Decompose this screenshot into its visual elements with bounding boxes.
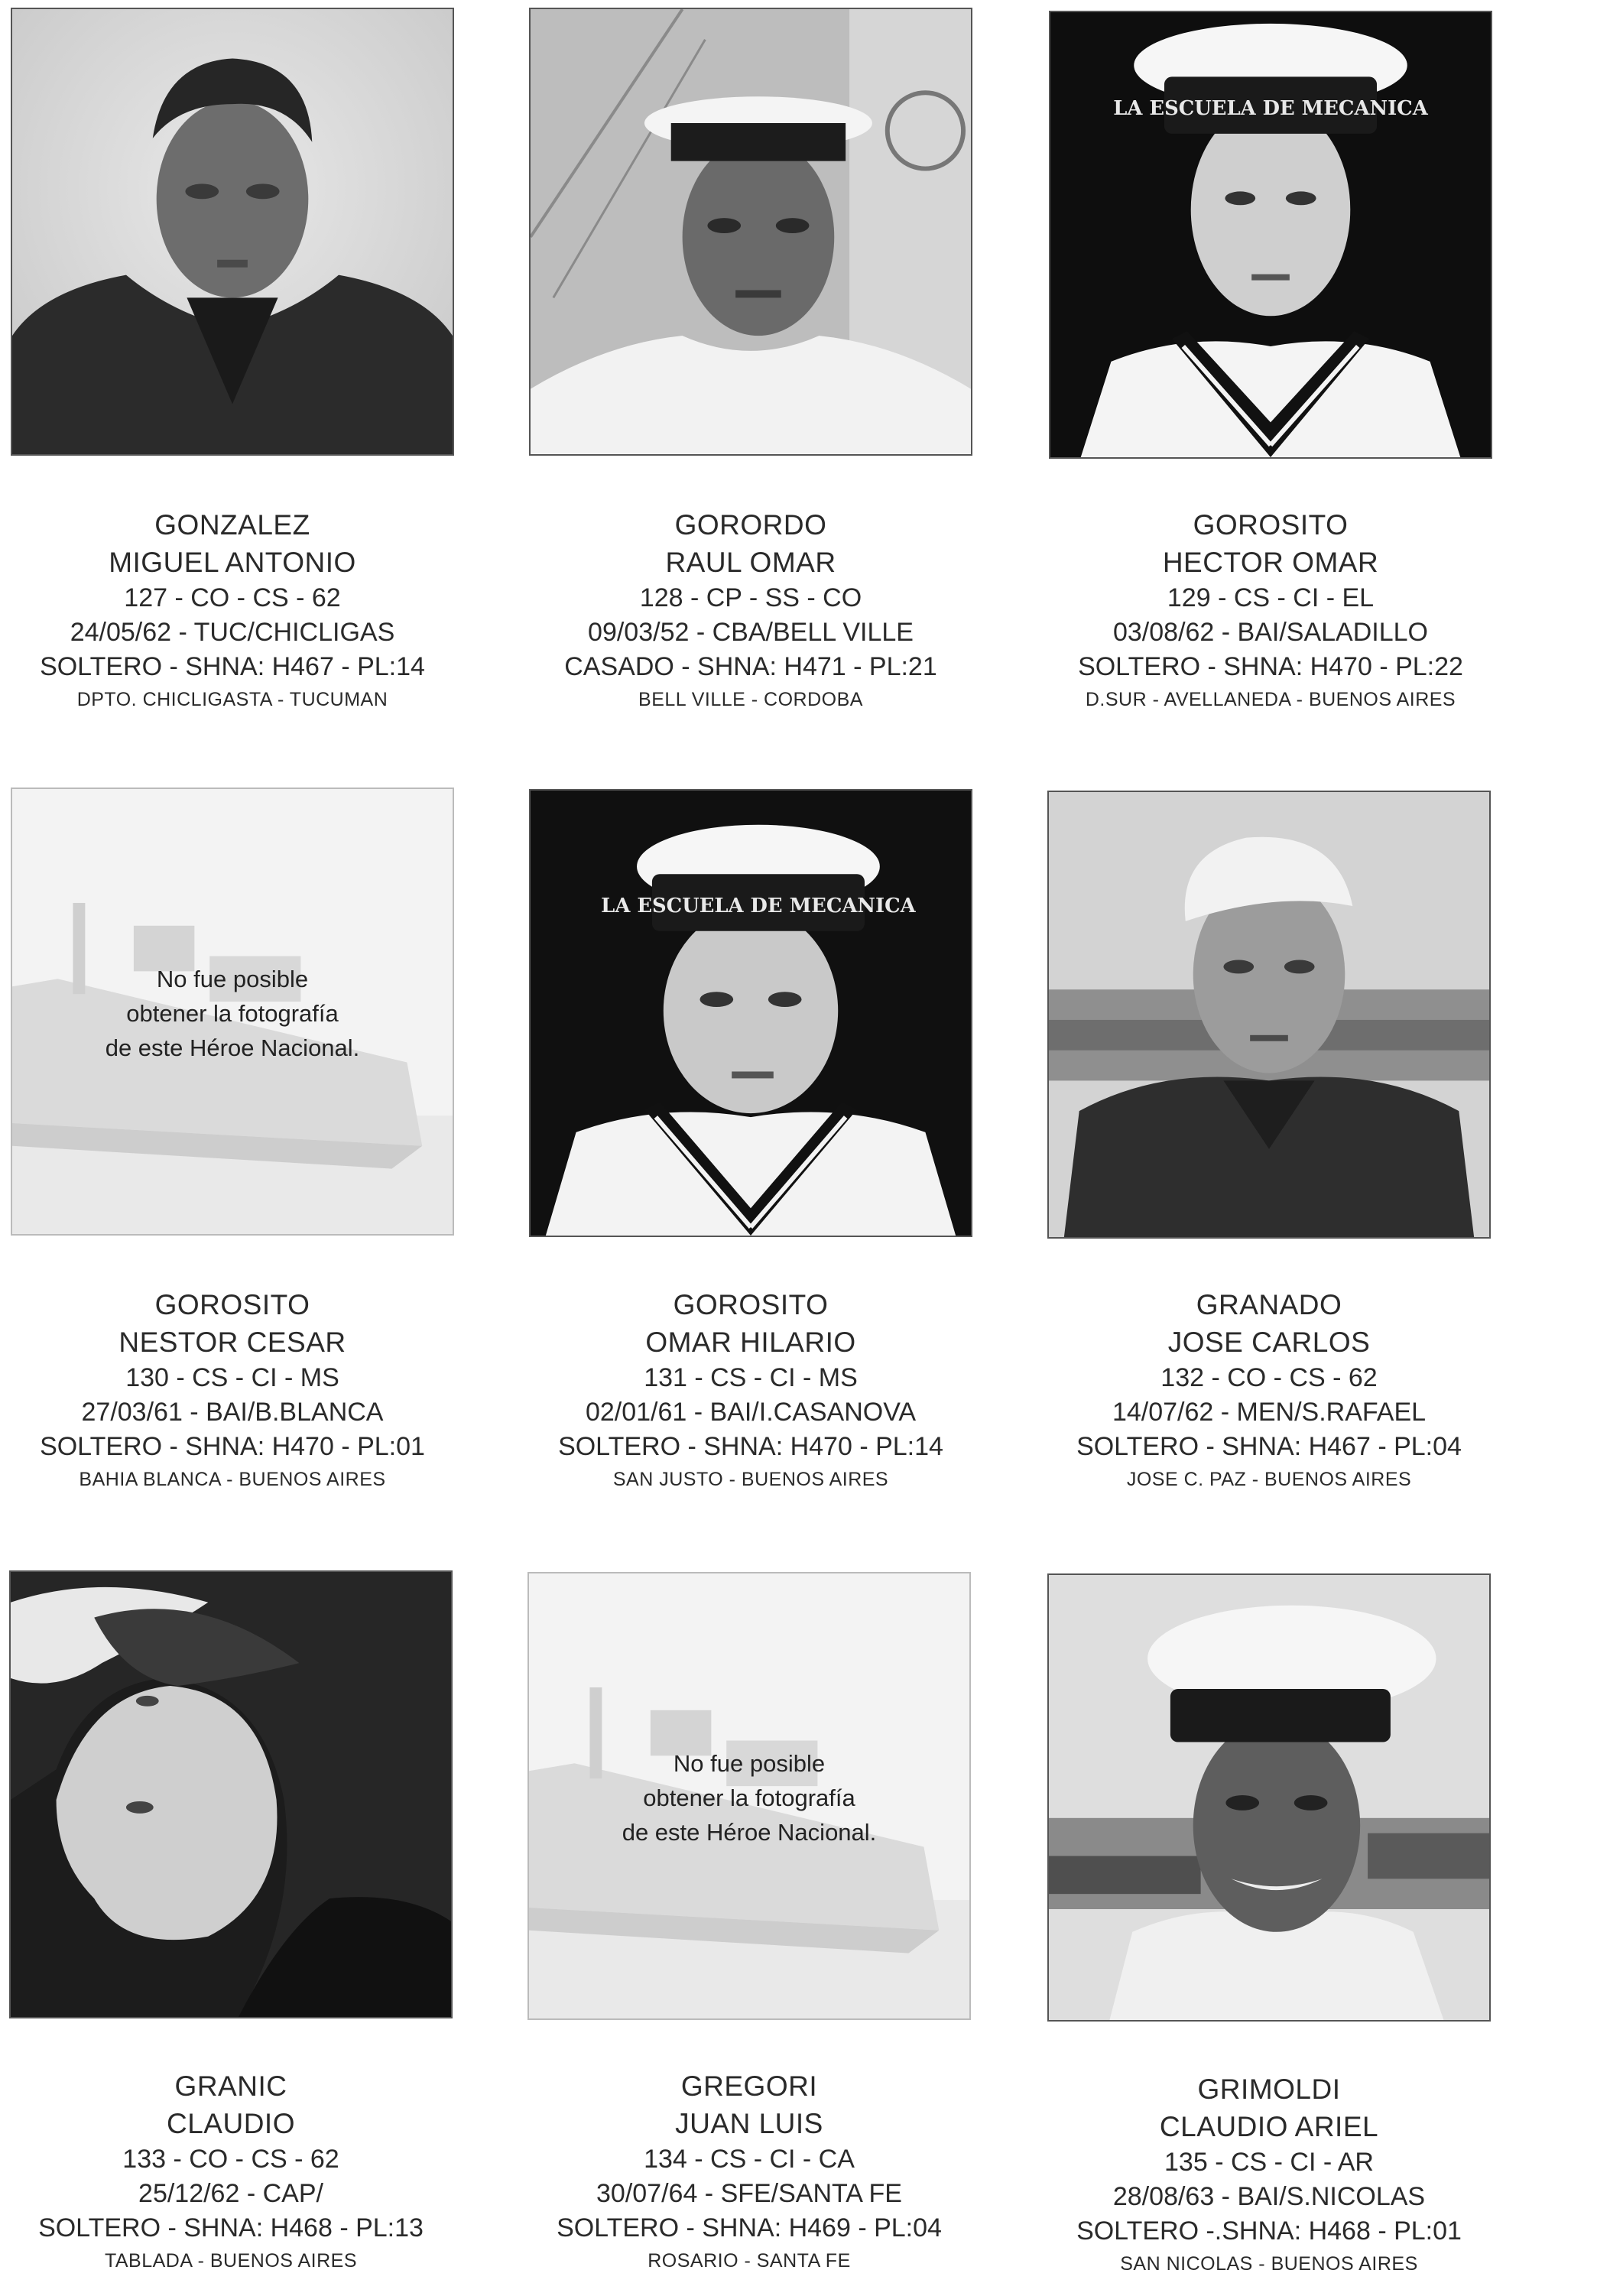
- hero-status: SOLTERO - SHNA: H470 - PL:14: [558, 1432, 943, 1461]
- portrait-sailor-uniform-image: [1050, 12, 1491, 457]
- hero-status: SOLTERO - SHNA: H469 - PL:04: [557, 2213, 942, 2242]
- hero-birth: 28/08/63 - BAI/S.NICOLAS: [1112, 2182, 1426, 2211]
- hero-place: BELL VILLE - CORDOBA: [638, 689, 863, 710]
- hero-surname: GREGORI: [680, 2070, 818, 2102]
- portrait-dark-sweater-image: [12, 9, 453, 454]
- hero-given-names: MIGUEL ANTONIO: [109, 547, 356, 578]
- cap-ribbon-text: LA ESCUELA DE MECANICA: [1113, 97, 1428, 121]
- no-photo-line: No fue posible: [156, 966, 309, 992]
- hero-code: 127 - CO - CS - 62: [124, 583, 341, 612]
- hero-info: [1049, 506, 1492, 715]
- hero-surname: GRANIC: [174, 2070, 287, 2102]
- hero-birth: 30/07/64 - SFE/SANTA FE: [596, 2179, 902, 2208]
- cap-ribbon-text: LA ESCUELA DE MECANICA: [601, 894, 916, 917]
- hero-info: [1047, 1286, 1491, 1495]
- no-photo-placeholder: [11, 788, 454, 1236]
- hero-given-names: HECTOR OMAR: [1162, 547, 1379, 578]
- no-photo-message: [12, 962, 453, 1065]
- hero-given-names: CLAUDIO: [167, 2108, 295, 2139]
- no-photo-line: obtener la fotografía: [126, 1000, 339, 1027]
- no-photo-line: de este Héroe Nacional.: [105, 1034, 360, 1061]
- portrait-sailor-cap-white-shirt-image: [531, 9, 971, 454]
- hero-surname: GOROSITO: [154, 1289, 310, 1320]
- hero-place: TABLADA - BUENOS AIRES: [104, 2250, 358, 2272]
- hero-info: [529, 506, 972, 715]
- hero-code: 135 - CS - CI - AR: [1164, 2148, 1374, 2177]
- hero-code: 131 - CS - CI - MS: [644, 1363, 858, 1392]
- no-photo-line: No fue posible: [673, 1750, 826, 1777]
- hero-given-names: CLAUDIO ARIEL: [1159, 2111, 1379, 2142]
- portrait-sailor-uniform-image: [531, 791, 971, 1236]
- hero-surname: GRIMOLDI: [1197, 2074, 1341, 2105]
- hero-place: JOSE C. PAZ - BUENOS AIRES: [1126, 1469, 1412, 1490]
- hero-photo: [11, 8, 454, 456]
- portrait-sailor-cap-harbor-image: [1049, 1575, 1489, 2020]
- hero-surname: GORORDO: [674, 509, 827, 541]
- no-photo-line: de este Héroe Nacional.: [622, 1819, 877, 1846]
- hero-info: [1047, 2070, 1491, 2279]
- hero-info: [11, 506, 454, 715]
- hero-photo: [1049, 11, 1492, 459]
- hero-surname: GRANADO: [1196, 1289, 1342, 1320]
- hero-given-names: OMAR HILARIO: [645, 1327, 856, 1358]
- hero-code: 129 - CS - CI - EL: [1167, 583, 1375, 612]
- hero-code: 132 - CO - CS - 62: [1160, 1363, 1378, 1392]
- hero-photo: [1047, 791, 1491, 1239]
- hero-status: CASADO - SHNA: H471 - PL:21: [564, 652, 937, 681]
- hero-birth: 25/12/62 - CAP/: [138, 2179, 323, 2208]
- hero-birth: 02/01/61 - BAI/I.CASANOVA: [585, 1398, 917, 1427]
- no-photo-line: obtener la fotografía: [643, 1785, 855, 1811]
- hero-code: 128 - CP - SS - CO: [639, 583, 862, 612]
- hero-code: 134 - CS - CI - CA: [644, 2145, 855, 2174]
- no-photo-message: [529, 1746, 969, 1849]
- hero-birth: 14/07/62 - MEN/S.RAFAEL: [1112, 1398, 1427, 1427]
- portrait-profile-grainy-image: [11, 1572, 451, 2017]
- hero-info: [527, 2067, 971, 2276]
- hero-code: 133 - CO - CS - 62: [122, 2145, 339, 2174]
- no-photo-placeholder: [527, 1572, 971, 2020]
- hero-place: ROSARIO - SANTA FE: [648, 2250, 851, 2272]
- hero-photo: [1047, 1573, 1491, 2022]
- hero-given-names: NESTOR CESAR: [118, 1327, 346, 1358]
- hero-info: [11, 1286, 454, 1495]
- hero-place: D.SUR - AVELLANEDA - BUENOS AIRES: [1085, 689, 1456, 710]
- hero-status: SOLTERO - SHNA: H468 - PL:13: [38, 2213, 424, 2242]
- hero-photo: [529, 8, 972, 456]
- hero-place: BAHIA BLANCA - BUENOS AIRES: [79, 1469, 386, 1490]
- hero-code: 130 - CS - CI - MS: [125, 1363, 339, 1392]
- hero-status: SOLTERO - SHNA: H467 - PL:04: [1076, 1432, 1462, 1461]
- hero-birth: 09/03/52 - CBA/BELL VILLE: [588, 618, 914, 647]
- hero-status: SOLTERO - SHNA: H470 - PL:01: [40, 1432, 425, 1461]
- hero-info: [529, 1286, 972, 1495]
- hero-status: SOLTERO - SHNA: H470 - PL:22: [1078, 652, 1463, 681]
- hero-photo: [529, 789, 972, 1237]
- hero-status: SOLTERO -.SHNA: H468 - PL:01: [1076, 2216, 1462, 2246]
- hero-surname: GONZALEZ: [154, 509, 310, 541]
- hero-status: SOLTERO - SHNA: H467 - PL:14: [40, 652, 425, 681]
- hero-place: SAN NICOLAS - BUENOS AIRES: [1120, 2253, 1418, 2275]
- hero-surname: GOROSITO: [673, 1289, 829, 1320]
- hero-surname: GOROSITO: [1193, 509, 1349, 541]
- hero-birth: 24/05/62 - TUC/CHICLIGAS: [70, 618, 395, 647]
- hero-place: DPTO. CHICLIGASTA - TUCUMAN: [76, 689, 388, 710]
- hero-birth: 03/08/62 - BAI/SALADILLO: [1112, 618, 1429, 647]
- hero-place: SAN JUSTO - BUENOS AIRES: [612, 1469, 889, 1490]
- hero-given-names: JUAN LUIS: [675, 2108, 823, 2139]
- portrait-white-cap-coat-image: [1049, 792, 1489, 1237]
- hero-info: [9, 2067, 453, 2276]
- hero-photo: [9, 1570, 453, 2018]
- hero-given-names: JOSE CARLOS: [1167, 1327, 1371, 1358]
- hero-given-names: RAUL OMAR: [665, 547, 836, 578]
- hero-birth: 27/03/61 - BAI/B.BLANCA: [81, 1398, 384, 1427]
